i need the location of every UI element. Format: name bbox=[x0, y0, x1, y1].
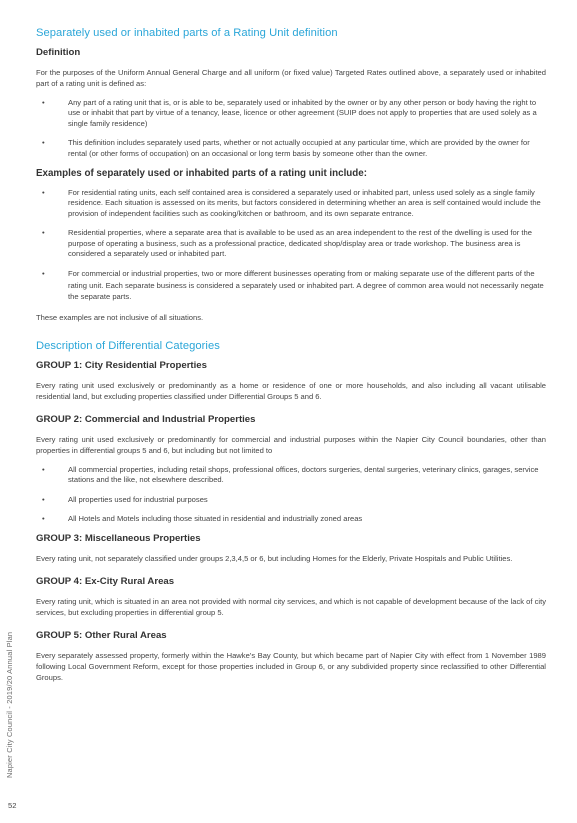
page-number: 52 bbox=[8, 801, 17, 810]
list-item: • All properties used for industrial purposes bbox=[42, 494, 208, 504]
group-2-bullet-list bbox=[36, 465, 546, 525]
list-item: • Any part of a rating unit that is, or is able to be, separately used or inhabited by the owner or by any other person or body having the right to use or inhabit that part by virtue of a tenancy, lease, licence or other agreement (SUIP does not apply to properties that are used solely as a single family residence) bbox=[42, 98, 537, 128]
list-item: • All Hotels and Motels including those situated in residential and industrially zoned areas bbox=[42, 513, 363, 523]
list-item: • This definition includes separately used parts, whether or not actually occupied at any particular time, which are provided by the owner for rental (or other forms of occupation) on an occasional or long term basis by someone other than the owner. bbox=[42, 138, 530, 158]
differential-title: Description of Differential Categories bbox=[36, 339, 220, 352]
definition-heading: Definition bbox=[36, 47, 81, 58]
list-item: • All commercial properties, including retail shops, professional offices, doctors surgeries, dental surgeries, veterinary clinics, garages, service stations and the like, not elsewhere described. bbox=[42, 464, 539, 485]
bullet-icon: • bbox=[42, 228, 45, 238]
examples-heading: Examples of separately used or inhabited parts of a rating unit include: bbox=[36, 168, 367, 180]
list-item: • Residential properties, where a separate area that is available to be used as an area independent to the rest of the dwelling is used for the purpose of operating a business, such as a professional practice, dedicated shop/display area or trade workshop. The business area is considered a separately used or inhabited part. bbox=[42, 228, 532, 259]
group-2-heading: GROUP 2: Commercial and Industrial Properties bbox=[36, 413, 256, 425]
bullet-icon: • bbox=[42, 98, 45, 107]
bullet-icon: • bbox=[42, 464, 45, 474]
group-3-text: Every rating unit, not separately classified under groups 2,3,4,5 or 6, but including Homes for the Elderly, Private Hospitals and Public Utilities. bbox=[36, 554, 513, 564]
definition-intro: For the purposes of the Uniform Annual General Charge and all uniform (or fixed value) Targeted Rates outlined above, a separately used or inhabited part of a rating unit is defined as: bbox=[36, 68, 546, 88]
group-4-text: Every rating unit, which is situated in an area not provided with normal city services, and which is not capable of development because of the lack of city services, but excluding properties in differential group 5. bbox=[36, 597, 546, 618]
group-1-heading: GROUP 1: City Residential Properties bbox=[36, 359, 207, 371]
examples-bullet-list bbox=[36, 188, 546, 303]
group-5-heading: GROUP 5: Other Rural Areas bbox=[36, 630, 167, 642]
bullet-icon: • bbox=[42, 494, 45, 504]
group-5-text: Every separately assessed property, formerly within the Hawke’s Bay County, but which became part of Napier City with effect from 1 November 1989 following Local Government Reform, except for those properties included in Group 6, or any subdivided property since reclassified to other Differential Groups. bbox=[36, 651, 546, 683]
list-item: • For residential rating units, each self contained area is considered a separately used or inhabited part, unless used solely as a single family residence. Each situation is assessed on its merits, but factors considered in determining whether an area is self contained would include the provision of independent facilities such as cooking/kitchen or bathroom, and its own separate entrance. bbox=[42, 188, 541, 218]
list-item: • For commercial or industrial properties, two or more different businesses operating from or making separate use of the different parts of the rating unit. Each separate business is considered a separately used or inhabited part. A degree of common area would not necessarily negate the separate parts. bbox=[42, 269, 544, 302]
sidebar-publication-title: Napier City Council - 2019/20 Annual Plan bbox=[5, 631, 14, 778]
group-4-heading: GROUP 4: Ex-City Rural Areas bbox=[36, 576, 175, 588]
suip-title: Separately used or inhabited parts of a Rating Unit definition bbox=[36, 27, 338, 39]
bullet-icon: • bbox=[42, 188, 45, 198]
group-1-text: Every rating unit used exclusively or predominantly as a home or residence of one or more households, and also including all vacant utilisable residential land, but excluding properties classified under Differential Groups 5 and 6. bbox=[36, 380, 546, 401]
group-3-heading: GROUP 3: Miscellaneous Properties bbox=[36, 533, 201, 545]
group-2-text: Every rating unit used exclusively or predominantly for commercial and industrial purposes within the Napier City Council boundaries, other than properties in differential groups 5 and 6, but including but not limited to bbox=[36, 434, 546, 455]
bullet-icon: • bbox=[42, 513, 45, 523]
definition-bullet-list bbox=[36, 98, 546, 159]
bullet-icon: • bbox=[42, 138, 45, 148]
bullet-icon: • bbox=[42, 269, 45, 279]
examples-note: These examples are not inclusive of all situations. bbox=[36, 312, 204, 322]
document-page bbox=[36, 26, 546, 692]
